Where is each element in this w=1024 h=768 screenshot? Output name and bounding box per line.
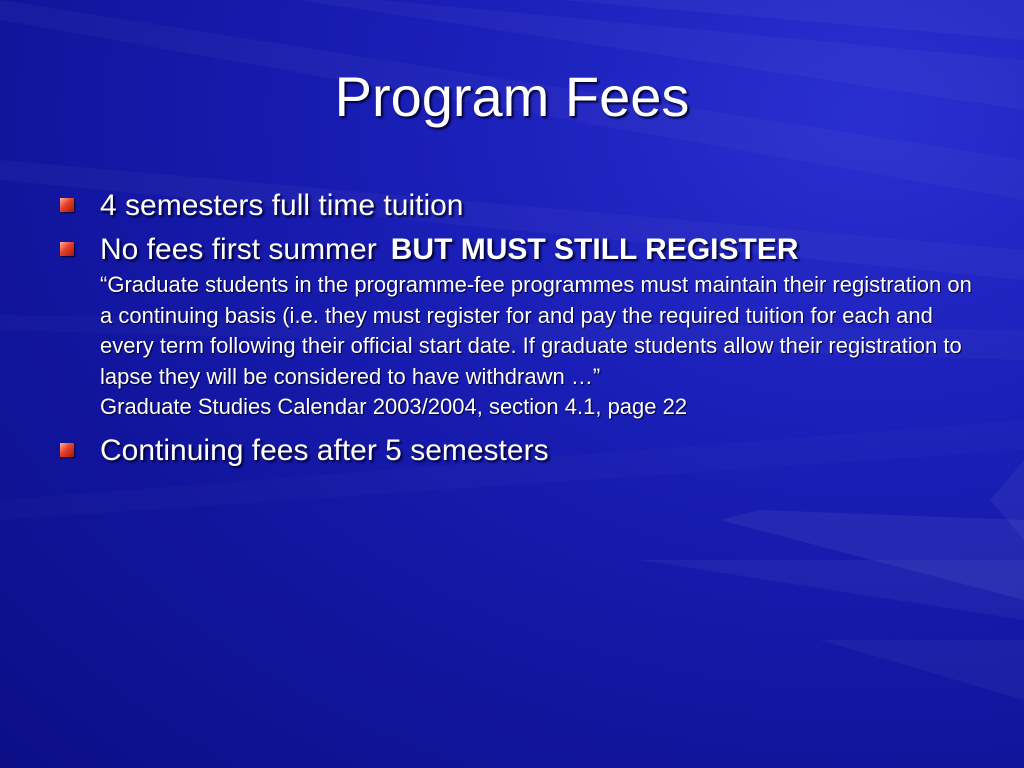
quote-citation: Graduate Studies Calendar 2003/2004, section 4.1, page 22 — [100, 394, 688, 419]
bullet-line — [100, 230, 980, 270]
square-bullet-icon — [60, 198, 74, 212]
bullet-text: Continuing fees after 5 semesters — [100, 433, 549, 467]
bullet-text: No fees first summer — [100, 233, 377, 266]
bullet-list — [60, 186, 980, 475]
bullet-text: 4 semesters full time tuition — [100, 189, 464, 222]
bullet-item-tuition — [60, 186, 980, 226]
bullet-item-summer — [60, 230, 980, 423]
emphasis-text: BUT MUST STILL REGISTER — [390, 233, 799, 266]
calendar-quote: “Graduate students in the programme-fee programmes must maintain their registration on a continuing basis (i.e. they must register for and pay the required tuition for each and every term following their official start date. If graduate students allow their registration to lapse they will be considered to have withdrawn …” — [100, 272, 972, 389]
square-bullet-icon — [60, 443, 74, 457]
square-bullet-icon — [60, 242, 74, 256]
slide-title: Program Fees — [334, 65, 690, 128]
bullet-item-continuing-fees — [60, 431, 980, 471]
